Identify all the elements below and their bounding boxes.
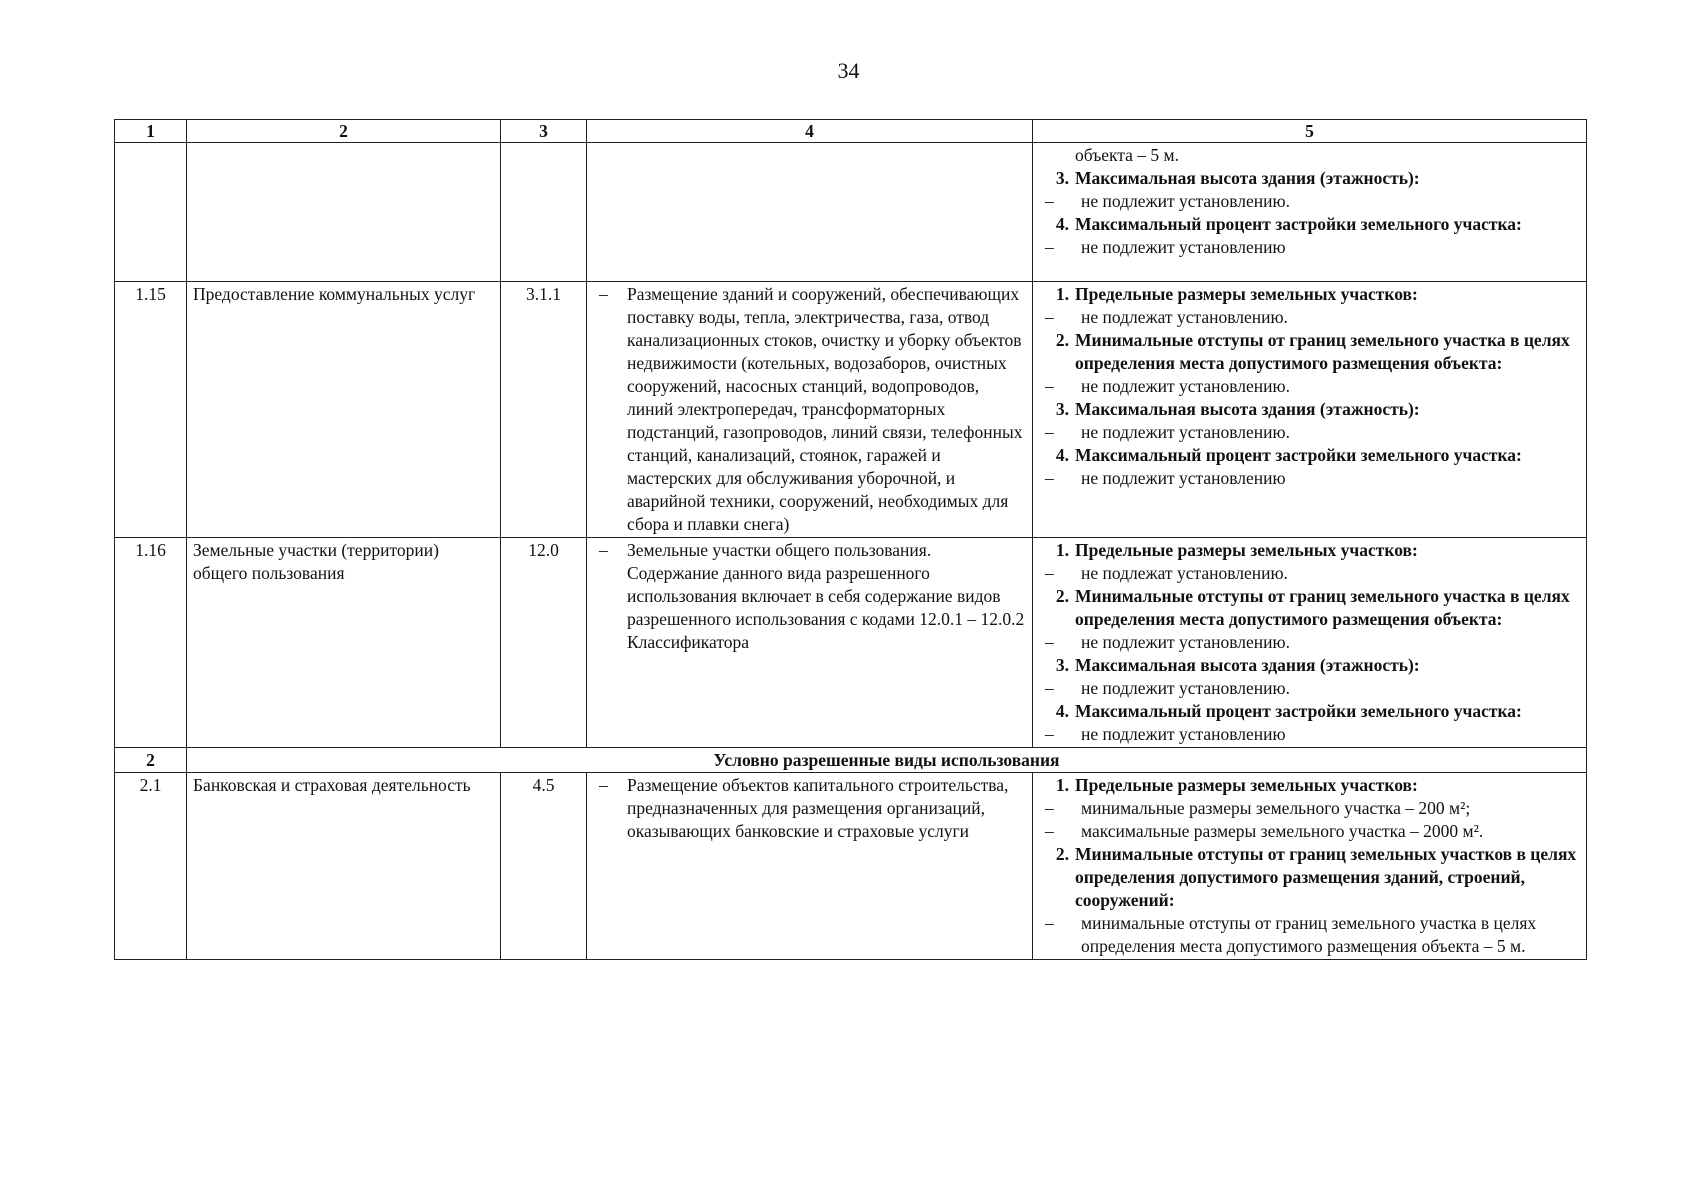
requirement-number: 1. [1055, 284, 1069, 304]
requirement-value-text: минимальные отступы от границ земельного участка в целях определения места допустимого размещения объекта – 5 м. [1081, 913, 1537, 956]
requirement-value [1039, 797, 1580, 820]
dash-marker: – [1045, 376, 1054, 396]
requirement-value [1039, 562, 1580, 585]
row-number: 2.1 [115, 773, 187, 960]
use-description [587, 143, 1033, 282]
header-cell: 5 [1033, 120, 1587, 143]
use-description [587, 282, 1033, 538]
requirement-number: 3. [1055, 399, 1069, 419]
requirement-number: 1. [1055, 775, 1069, 795]
dash-marker: – [1045, 237, 1054, 257]
header-cell: 3 [501, 120, 587, 143]
row-number: 1.15 [115, 282, 187, 538]
requirement-heading-text: Максимальная высота здания (этажность): [1075, 168, 1420, 188]
description-text: Земельные участки общего пользования. Содержание данного вида разрешенного использования включает в себя содержание видов разрешенного использования с кодами 12.0.1 – 12.0.2 Классификатора [627, 540, 1025, 652]
requirement-value-text: не подлежит установлению. [1081, 376, 1290, 396]
requirement-value [1039, 631, 1580, 654]
requirement-value-text: не подлежит установлению. [1081, 191, 1290, 211]
header-cell: 1 [115, 120, 187, 143]
requirement-heading-text: Максимальная высота здания (этажность): [1075, 399, 1420, 419]
header-cell: 4 [587, 120, 1033, 143]
page-number: 34 [837, 58, 860, 83]
requirements-cell [1033, 773, 1587, 960]
requirement-value [1039, 421, 1580, 444]
requirement-value [1039, 723, 1580, 746]
row-number: 1.16 [115, 538, 187, 748]
dash-marker: – [599, 540, 608, 560]
requirement-value-text: не подлежит установлению. [1081, 632, 1290, 652]
requirement-value [1039, 467, 1580, 490]
requirement-number: 3. [1055, 168, 1069, 188]
requirement-heading [1039, 654, 1580, 677]
requirements-cell [1033, 143, 1587, 282]
requirement-heading-text: Минимальные отступы от границ земельного участка в целях определения места допустимого размещения объекта: [1075, 330, 1570, 373]
use-name: Банковская и страховая деятельность [187, 773, 501, 960]
requirement-heading [1039, 398, 1580, 421]
requirement-number: 2. [1055, 586, 1069, 606]
requirement-value [1039, 677, 1580, 700]
requirement-value-text: не подлежит установлению [1081, 468, 1286, 488]
requirement-heading [1039, 539, 1580, 562]
requirement-heading-text: Предельные размеры земельных участков: [1075, 284, 1418, 304]
table-header-row [115, 120, 1587, 143]
requirement-heading [1039, 167, 1580, 190]
requirement-value [1039, 236, 1580, 259]
requirement-number: 2. [1055, 844, 1069, 864]
use-description [587, 538, 1033, 748]
requirement-value [1039, 306, 1580, 329]
use-name [187, 143, 501, 282]
requirement-number: 1. [1055, 540, 1069, 560]
dash-marker: – [1045, 913, 1054, 933]
requirement-heading-text: Предельные размеры земельных участков: [1075, 540, 1418, 560]
requirement-number: 4. [1055, 445, 1069, 465]
requirement-value [1039, 375, 1580, 398]
requirement-value-text: не подлежит установлению [1081, 724, 1286, 744]
requirement-number: 4. [1055, 214, 1069, 234]
requirement-heading [1039, 585, 1580, 631]
requirement-heading-text: Максимальный процент застройки земельного участка: [1075, 701, 1522, 721]
dash-marker: – [1045, 563, 1054, 583]
requirement-value [1039, 190, 1580, 213]
dash-marker: – [1045, 724, 1054, 744]
dash-marker: – [599, 284, 608, 304]
table-row [115, 143, 1587, 282]
use-name: Земельные участки (территории) общего пользования [187, 538, 501, 748]
dash-marker: – [1045, 422, 1054, 442]
description-text: Размещение объектов капитального строительства, предназначенных для размещения организаций, оказывающих банковские и страховые услуги [627, 775, 1009, 841]
land-use-table [114, 119, 1587, 960]
requirement-heading-text: Минимальные отступы от границ земельных участков в целях определения допустимого размещения зданий, строений, сооружений: [1075, 844, 1577, 910]
row-number [115, 143, 187, 282]
use-code: 12.0 [501, 538, 587, 748]
requirement-heading [1039, 329, 1580, 375]
table-row [115, 538, 1587, 748]
requirement-heading [1039, 843, 1580, 912]
requirement-number: 2. [1055, 330, 1069, 350]
dash-marker: – [1045, 632, 1054, 652]
section-row [115, 748, 1587, 773]
header-cell: 2 [187, 120, 501, 143]
table-row [115, 282, 1587, 538]
requirement-value [1039, 912, 1580, 958]
dash-marker: – [1045, 468, 1054, 488]
requirements-cell [1033, 282, 1587, 538]
requirement-value-text: максимальные размеры земельного участка – 2000 м². [1081, 821, 1484, 841]
requirement-value-text: не подлежит установлению [1081, 237, 1286, 257]
table-row [115, 773, 1587, 960]
requirement-value-text: не подлежит установлению. [1081, 422, 1290, 442]
requirement-value [1039, 820, 1580, 843]
requirement-value-text: не подлежат установлению. [1081, 563, 1288, 583]
requirement-heading [1039, 774, 1580, 797]
dash-marker: – [1045, 798, 1054, 818]
dash-marker: – [1045, 821, 1054, 841]
dash-marker: – [599, 775, 608, 795]
description-text: Размещение зданий и сооружений, обеспечивающих поставку воды, тепла, электричества, газа, отвод канализационных стоков, очистку и уборку объектов недвижимости (котельных, водозаборов, очистных сооружений, насосных станций, водопроводов, линий электропередач, трансформаторных подстанций, газопроводов, линий связи, телефонных станций, канализаций, стоянок, гаражей и мастерских для обслуживания уборочной, и аварийной техники, сооружений, необходимых для сбора и плавки снега) [627, 284, 1023, 534]
requirement-heading [1039, 444, 1580, 467]
requirement-number: 3. [1055, 655, 1069, 675]
requirement-heading-text: Максимальный процент застройки земельного участка: [1075, 214, 1522, 234]
requirement-heading-text: Минимальные отступы от границ земельного участка в целях определения места допустимого размещения объекта: [1075, 586, 1570, 629]
use-name: Предоставление коммунальных услуг [187, 282, 501, 538]
requirement-heading-text: Максимальный процент застройки земельного участка: [1075, 445, 1522, 465]
requirement-heading-text: Предельные размеры земельных участков: [1075, 775, 1418, 795]
requirement-value-text: не подлежит установлению. [1081, 678, 1290, 698]
requirement-value-text: не подлежат установлению. [1081, 307, 1288, 327]
requirement-number: 4. [1055, 701, 1069, 721]
use-description [587, 773, 1033, 960]
section-title: Условно разрешенные виды использования [187, 748, 1587, 773]
requirement-continuation: объекта – 5 м. [1075, 145, 1180, 165]
dash-marker: – [1045, 678, 1054, 698]
use-code: 3.1.1 [501, 282, 587, 538]
requirements-cell [1033, 538, 1587, 748]
use-code [501, 143, 587, 282]
requirement-value-text: минимальные размеры земельного участка – 200 м²; [1081, 798, 1471, 818]
requirement-heading-text: Максимальная высота здания (этажность): [1075, 655, 1420, 675]
use-code: 4.5 [501, 773, 587, 960]
requirement-heading [1039, 700, 1580, 723]
dash-marker: – [1045, 307, 1054, 327]
requirement-heading [1039, 283, 1580, 306]
dash-marker: – [1045, 191, 1054, 211]
section-number: 2 [115, 748, 187, 773]
requirement-heading [1039, 213, 1580, 236]
